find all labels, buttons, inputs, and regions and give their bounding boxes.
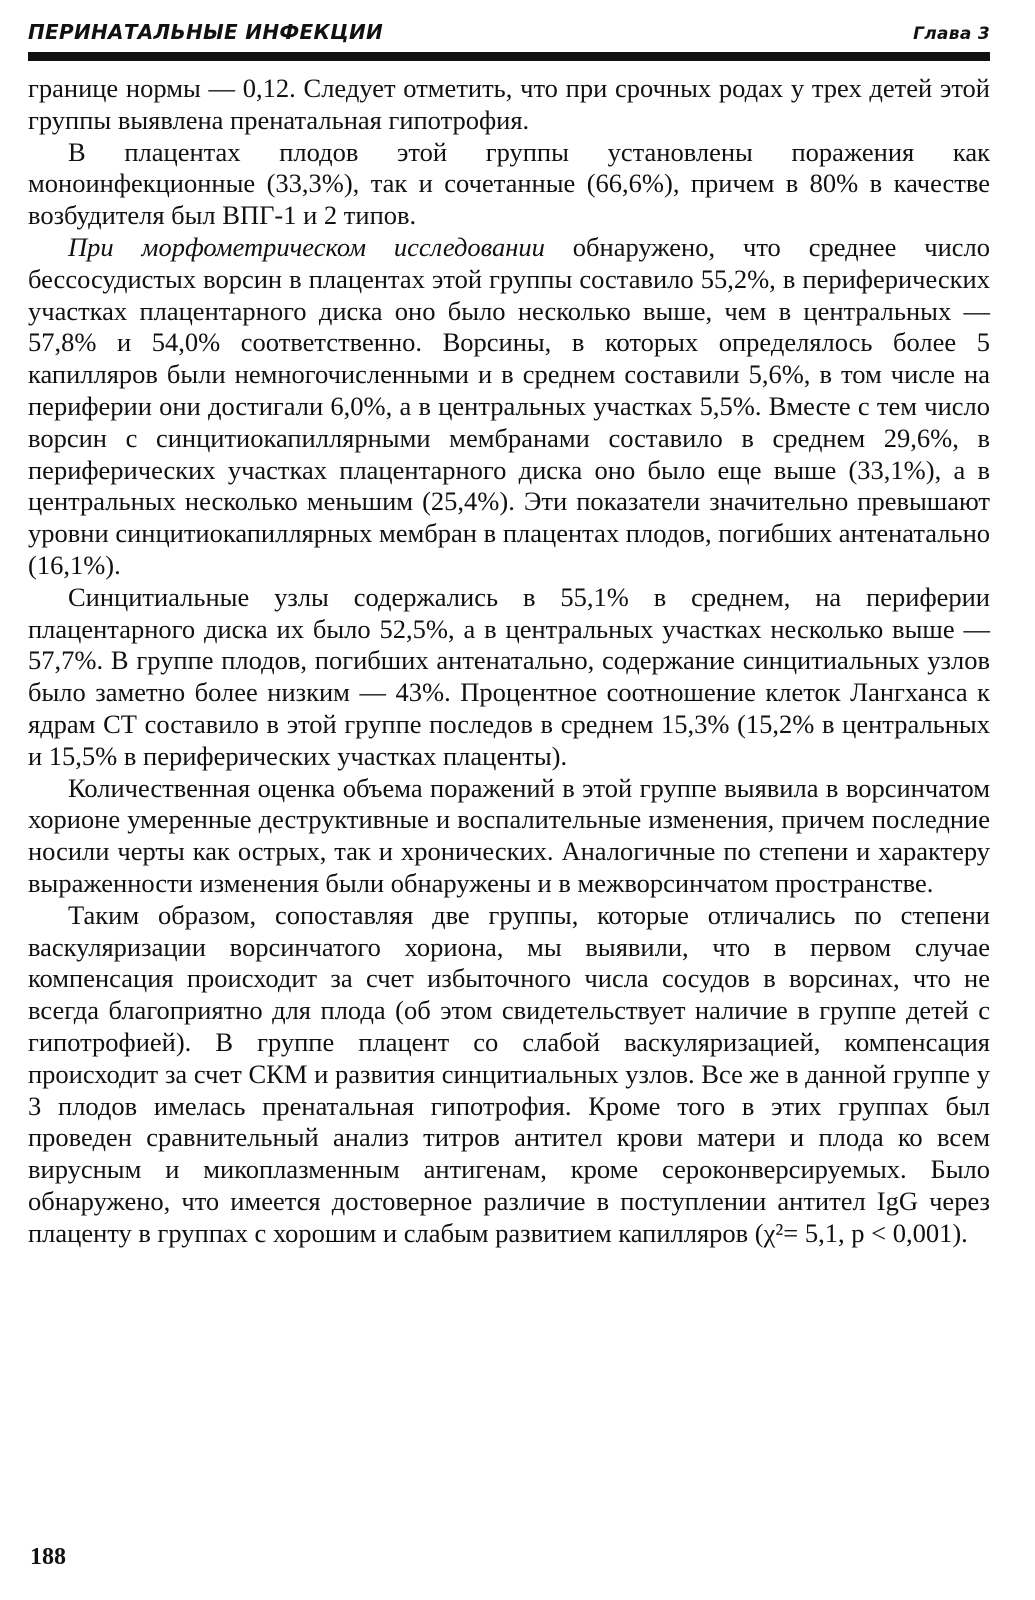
paragraph-2 [28, 137, 990, 232]
paragraph-4-text: Синцитиальные узлы содержались в 55,1% в среднем, на периферии плацентарного диска их было 52,5%, а в центральных участках несколько выше — 57,7%. В группе плодов, погибших антенатально, содержание синцитиальных узлов было заметно более низким — 43%. Процентное соотношение клеток Лангханса к ядрам СТ составило в этой группе последов в среднем 15,3% (15,2% в центральных и 15,5% в периферических участках плаценты). [28, 581, 990, 771]
paragraph-1-text: границе нормы — 0,12. Следует отметить, что при срочных родах у трех детей этой группы выявлена пренатальная гипотрофия. [28, 73, 990, 135]
paragraph-4 [28, 582, 990, 773]
book-page [28, 14, 990, 1586]
paragraph-5-text: Количественная оценка объема поражений в этой группе выявила в ворсинчатом хорионе умеренные деструктивные и воспалительные изменения, причем последние носили черты как острых, так и хронических. Аналогичные по степени и характеру выраженности изменения были обнаружены и в межворсинчатом пространстве. [28, 772, 990, 898]
paragraph-2-text: В плацентах плодов этой группы установлены поражения как моноинфекционные (33,3%), так и сочетанные (66,6%), причем в 80% в качестве возбудителя был ВПГ-1 и 2 типов. [28, 136, 990, 231]
page-number: 188 [30, 1544, 66, 1570]
body-text [28, 73, 990, 1249]
paragraph-6 [28, 900, 990, 1250]
chapter-label: Глава 3 [913, 24, 990, 44]
paragraph-5 [28, 773, 990, 900]
header-rule [28, 52, 990, 61]
paragraph-3 [28, 232, 990, 582]
running-title: ПЕРИНАТАЛЬНЫЕ ИНФЕКЦИИ [28, 20, 384, 44]
paragraph-1 [28, 73, 990, 137]
paragraph-3-text: обнаружено, что среднее число бессосудистых ворсин в плацентах этой группы составило 55,2%, в периферических участках плацентарного диска оно было несколько выше, чем в центральных — 57,8% и 54,0% соответственно. Ворсины, в которых определялось более 5 капилляров были немногочисленными и в среднем составили 5,6%, в том числе на периферии они достигали 6,0%, а в центральных участках 5,5%. Вместе с тем число ворсин с синцитиокапиллярными мембранами составило в среднем 29,6%, в периферических участках плацентарного диска оно было еще выше (33,1%), а в центральных несколько меньшим (25,4%). Эти показатели значительно превышают уровни синцитиокапиллярных мембран в плацентах плодов, погибших антенатально (16,1%). [28, 231, 990, 580]
running-head [28, 14, 990, 48]
paragraph-6-text: Таким образом, сопоставляя две группы, которые отличались по степени васкуляризации ворсинчатого хориона, мы выявили, что в первом случае компенсация происходит за счет избыточного числа сосудов в ворсинах, что не всегда благоприятно для плода (об этом свидетельствует наличие в группе детей с гипотрофией). В группе плацент со слабой васкуляризацией, компенсация происходит за счет СКМ и развития синцитиальных узлов. Все же в данной группе у 3 плодов имелась пренатальная гипотрофия. Кроме того в этих группах был проведен сравнительный анализ титров антител крови матери и плода ко всем вирусным и микоплазменным антигенам, кроме сероконверсируемых. Было обнаружено, что имеется достоверное различие в поступлении антител IgG через плаценту в группах с хорошим и слабым развитием капилляров (χ²= 5,1, p < 0,001). [28, 899, 990, 1248]
paragraph-3-italic-lead: При морфометрическом исследовании [68, 231, 545, 262]
